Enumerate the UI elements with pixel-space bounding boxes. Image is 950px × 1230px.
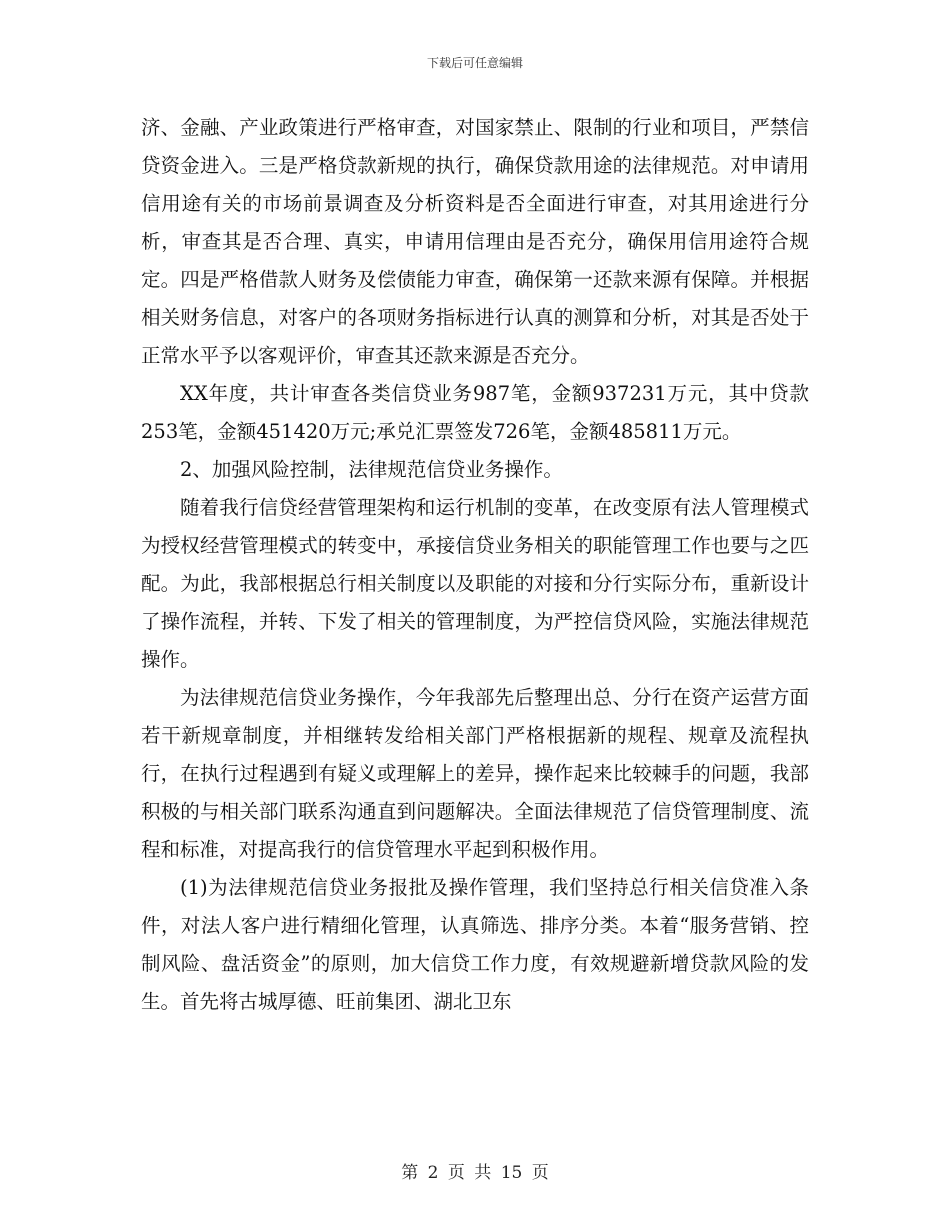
paragraph-annual-stats: XX年度，共计审查各类信贷业务987笔，金额937231万元，其中贷款253笔，金额451420万元;承兑汇票签发726笔，金额485811万元。: [141, 382, 809, 443]
document-body: [141, 109, 809, 1021]
page-header: 下载后可任意编辑: [426, 56, 523, 70]
page-footer: 第 2 页 共 15 页: [401, 1163, 549, 1183]
paragraph-regulations: 为法律规范信贷业务操作，今年我部先后整理出总、分行在资产运营方面若干新规章制度，并相继转发给相关部门严格根据新的规程、规章及流程执行，在执行过程遇到有疑义或理解上的差异，操作起来比较棘手的问题，我部积极的与相关部门联系沟通直到问题解决。全面法律规范了信贷管理制度、流程和标准，对提高我行的信贷管理水平起到积极作用。: [141, 686, 809, 861]
section-heading: 2、加强风险控制，法律规范信贷业务操作。: [180, 458, 563, 481]
paragraph-continuation: 济、金融、产业政策进行严格审查，对国家禁止、限制的行业和项目，严禁信贷资金进入。三是严格贷款新规的执行，确保贷款用途的法律规范。对申请用信用途有关的市场前景调查及分析资料是否全面进行审查，对其用途进行分析，审查其是否合理、真实，申请用信理由是否充分，确保用信用途符合规定。四是严格借款人财务及偿债能力审查，确保第一还款来源有保障。并根据相关财务信息，对客户的各项财务指标进行认真的测算和分析，对其是否处于正常水平予以客观评价，审查其还款来源是否充分。: [141, 116, 809, 367]
paragraph-restructure: 随着我行信贷经营管理架构和运行机制的变革，在改变原有法人管理模式为授权经营管理模式的转变中，承接信贷业务相关的职能管理工作也要与之匹配。为此，我部根据总行相关制度以及职能的对接和分行实际分布，重新设计了操作流程，并转、下发了相关的管理制度，为严控信贷风险，实施法律规范操作。: [141, 496, 809, 671]
paragraph-item-1: (1)为法律规范信贷业务报批及操作管理，我们坚持总行相关信贷准入条件，对法人客户进行精细化管理，认真筛选、排序分类。本着“服务营销、控制风险、盘活资金”的原则，加大信贷工作力度，有效规避新增贷款风险的发生。首先将古城厚德、旺前集团、湖北卫东: [141, 876, 809, 1013]
